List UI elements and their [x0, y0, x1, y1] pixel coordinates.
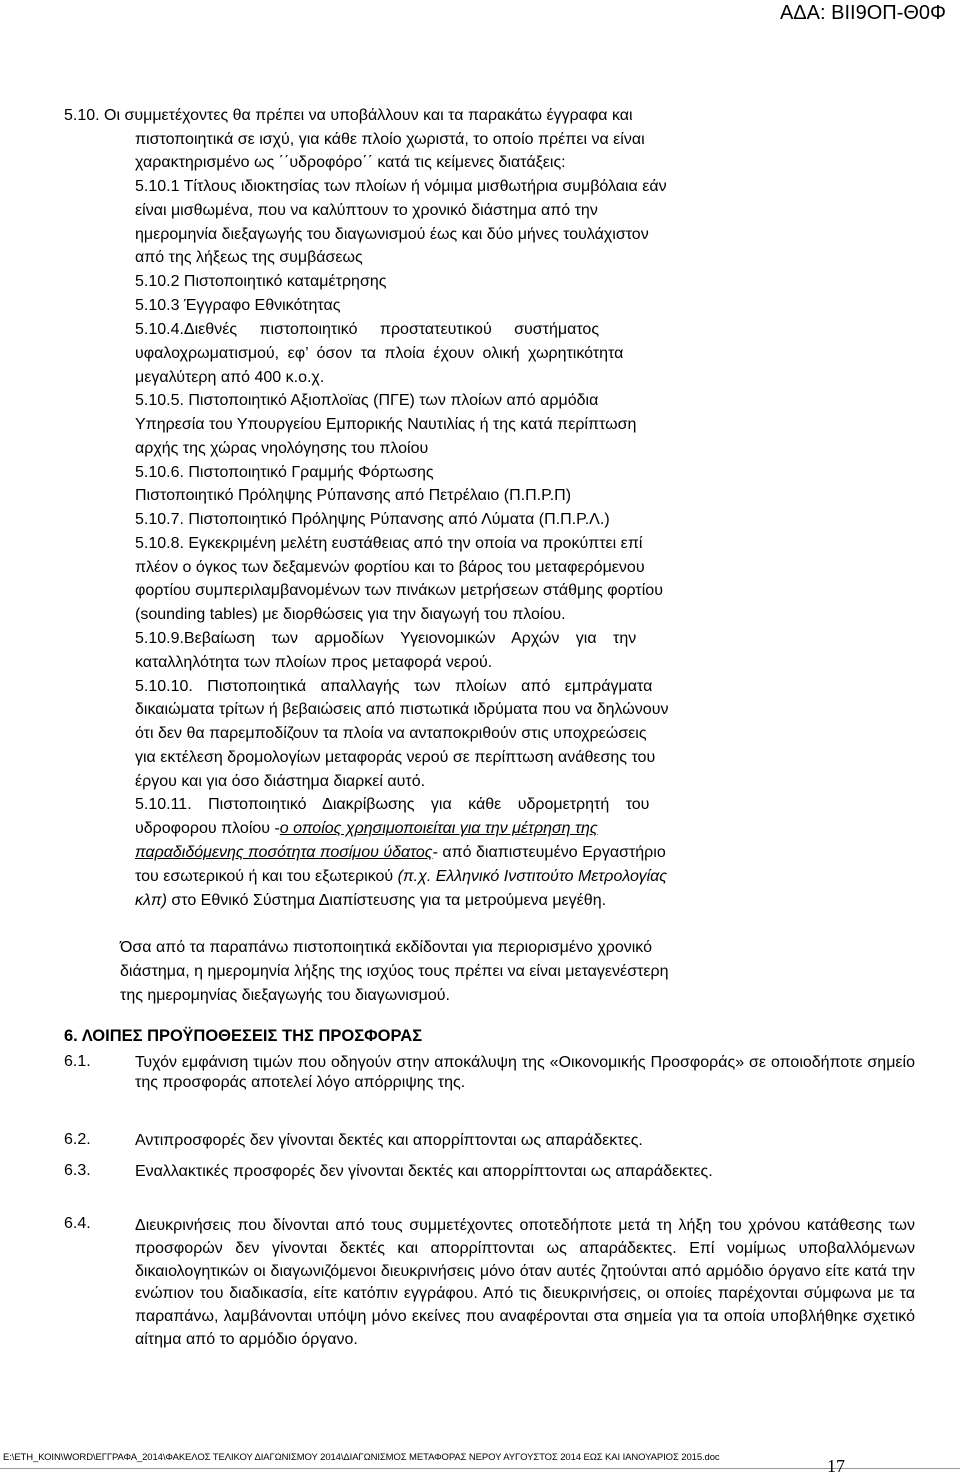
- item11-l2a: υδροφορου πλοίου -: [135, 820, 280, 837]
- item11-line-4: [135, 867, 667, 887]
- item-6-1-num: 6.1.: [64, 1053, 91, 1070]
- item2: 5.10.2 Πιστοποιητικό καταμέτρησης: [135, 273, 387, 290]
- item11-l3a: παραδιδόμενης ποσότητα ποσίμου ύδατος: [135, 844, 433, 861]
- item1-line-4: από της λήξεως της συμβάσεως: [135, 249, 363, 266]
- item8-line-4: (sounding tables) με διορθώσεις για την διαγωγή του πλοίου.: [135, 606, 566, 623]
- item9-line-1: 5.10.9.Βεβαίωση των αρμοδίων Υγειονομικών Αρχών για την: [135, 630, 637, 647]
- intro-line-2: πιστοποιητικά σε ισχύ, για κάθε πλοίο χωριστά, το οποίο πρέπει να είναι: [135, 131, 645, 148]
- closing-line-2: διάστημα, η ημερομηνία λήξης της ισχύος τους πρέπει να είναι μεταγενέστερη: [120, 963, 669, 980]
- item4-line-3: μεγαλύτερη από 400 κ.ο.χ.: [135, 369, 325, 386]
- section-6-heading: 6. ΛΟΙΠΕΣ ΠΡΟΫΠΟΘΕΣΕΙΣ ΤΗΣ ΠΡΟΣΦΟΡΑΣ: [64, 1027, 423, 1045]
- intro-text-1: 5.10. Οι συμμετέχοντες θα πρέπει να υποβάλλουν και τα παρακάτω έγγραφα και: [64, 107, 633, 124]
- closing-line-3: της ημερομηνίας διεξαγωγής του διαγωνισμού.: [120, 987, 450, 1004]
- footer-file-path: E:\ΕΤΗ_ΚΟΙΝ\WORD\ΕΓΓΡΑΦΑ_2014\ΦΑΚΕΛΟΣ ΤΕΛΙΚΟΥ ΔΙΑΓΩΝΙΣΜΟΥ 2014\ΔΙΑΓΩΝΙΣΜΟΣ ΜΕΤΑΦΟΡΑΣ ΝΕΡΟΥ ΑΥΓΟΥΣΤΟΣ 2014 ΕΩΣ ΚΑΙ ΙΑΝΟΥΑΡΙΟΣ 2015.doc: [3, 1452, 720, 1463]
- item11-line-5: [135, 891, 606, 911]
- intro-line-3: χαρακτηρισμένο ως ΄΄υδροφόρο΄΄ κατά τις κείμενες διατάξεις:: [135, 154, 566, 171]
- item-6-4-num: 6.4.: [64, 1215, 91, 1232]
- item4-line-1: 5.10.4.Διεθνές πιστοποιητικό προστατευτικού συστήματος: [135, 321, 600, 338]
- item10-line-3: ότι δεν θα παρεμποδίζουν τα πλοία να ανταποκριθούν στις υποχρεώσεις: [135, 725, 647, 742]
- item8-line-2: πλέον ο όγκος των δεξαμενών φορτίου και το βάρος του μεταφερόμενου: [135, 559, 645, 576]
- item6-line-1: 5.10.6. Πιστοποιητικό Γραμμής Φόρτωσης: [135, 464, 434, 481]
- item-6-3-num: 6.3.: [64, 1162, 91, 1179]
- item1-line-2: είναι μισθωμένα, που να καλύπτουν το χρονικό διάστημα από την: [135, 202, 598, 219]
- item-6-4-text: Διευκρινήσεις που δίνονται από τους συμμετέχοντες οποτεδήποτε μετά τη λήξη του χρόνου κατάθεσης των προσφορών δεν γίνονται δεκτές και απορρίπτονται ως απαράδεκτες. Επί νομίμως υποβαλλόμενων δικαιολογητικών οι διαγωνιζόμενοι διευκρινήσεις μόνο όταν αυτές ζητούνται από αρμόδιο όργανο είτε κατά την ενώπιον του διαδικασία, είτε κατόπιν εγγράφου. Από τις διευκρινήσεις, οι οποίες παρέχονται σύμφωνα με τα παραπάνω, λαμβάνονται υπόψη μόνο εκείνες που αναφέρονται στα σημεία για τα οποία υποβλήθηκε σχετικό αίτημα από το αρμόδιο όργανο.: [135, 1217, 915, 1348]
- item8-line-1: 5.10.8. Εγκεκριμένη μελέτη ευστάθειας από την οποία να προκύπτει επί: [135, 535, 643, 552]
- item11-line-3: [135, 843, 666, 863]
- item10-line-1: 5.10.10. Πιστοποιητικά απαλλαγής των πλοίων από εμπράγματα: [135, 678, 653, 695]
- item4-line-2: υφαλοχρωματισμού, εφ’ όσον τα πλοία έχουν ολική χωρητικότητα: [135, 345, 624, 362]
- item7: 5.10.7. Πιστοποιητικό Πρόληψης Ρύπανσης από Λύματα (Π.Π.Ρ.Λ.): [135, 511, 610, 528]
- item5-line-1: 5.10.5. Πιστοποιητικό Αξιοπλοϊας (ΠΓΕ) των πλοίων από αρμόδια: [135, 392, 599, 409]
- item11-line-2: [135, 819, 598, 839]
- item11-l4b: (π.χ. Ελληνικό Ινστιτούτο Μετρολογίας: [397, 868, 668, 885]
- item-6-2-text: Αντιπροσφορές δεν γίνονται δεκτές και απορρίπτονται ως απαράδεκτες.: [135, 1132, 643, 1149]
- item-6-2-num: 6.2.: [64, 1131, 91, 1148]
- intro-line-1: [64, 106, 915, 126]
- item5-line-2: Υπηρεσία του Υπουργείου Εμπορικής Ναυτιλίας ή της κατά περίπτωση: [135, 416, 637, 433]
- item11-line-1: 5.10.11. Πιστοποιητικό Διακρίβωσης για κάθε υδρομετρητή του: [135, 796, 650, 813]
- closing-line-1: Όσα από τα παραπάνω πιστοποιητικά εκδίδονται για περιορισμένο χρονικό: [120, 939, 652, 956]
- item11-l5b: στο Εθνικό Σύστημα Διαπίστευσης για τα μετρούμενα μεγέθη.: [166, 892, 607, 909]
- item-6-1-text: Τυχόν εμφάνιση τιμών που οδηγούν στην αποκάλυψη της «Οικονομικής Προσφοράς» σε οποιοδήποτε σημείο της προσφοράς αποτελεί λόγο απόρριψης της.: [135, 1054, 915, 1091]
- item6-line-2: Πιστοποιητικό Πρόληψης Ρύπανσης από Πετρέλαιο (Π.Π.Ρ.Π): [135, 487, 572, 504]
- item10-line-2: δικαιώματα τρίτων ή βεβαιώσεις από πιστωτικά ιδρύματα που να δηλώνουν: [135, 701, 669, 718]
- item-6-3-text: Εναλλακτικές προσφορές δεν γίνονται δεκτές και απορρίπτονται ως απαράδεκτες.: [135, 1163, 713, 1180]
- item10-line-4: για εκτέλεση δρομολογίων μεταφοράς νερού σε περίπτωση ανάθεσης του: [135, 749, 656, 766]
- item9-line-2: καταλληλότητα των πλοίων προς μεταφορά νερού.: [135, 654, 493, 671]
- item11-l3b: - από διαπιστευμένο Εργαστήριο: [432, 844, 666, 861]
- footer-rule: [0, 1468, 960, 1469]
- item5-line-3: αρχής της χώρας νηολόγησης του πλοίου: [135, 440, 429, 457]
- item11-l4a: του εσωτερικού ή και του εξωτερικού: [135, 868, 398, 885]
- item1-line-3: ημερομηνία διεξαγωγής του διαγωνισμού έως και δύο μήνες τουλάχιστον: [135, 226, 649, 243]
- item8-line-3: φορτίου συμπεριλαμβανομένων των πινάκων μετρήσεων στάθμης φορτίου: [135, 582, 663, 599]
- item10-line-5: έργου και για όσο διάστημα διαρκεί αυτό.: [135, 773, 426, 790]
- item11-l5a: κλπ): [135, 892, 167, 909]
- page-number: 17: [827, 1456, 845, 1476]
- item11-l2b: ο οποίος χρησιμοποιείται για την μέτρηση της: [279, 820, 598, 837]
- item1-line-1: 5.10.1 Τίτλους ιδιοκτησίας των πλοίων ή νόμιμα μισθωτήρια συμβόλαια εάν: [135, 178, 667, 195]
- item3: 5.10.3 Έγγραφο Εθνικότητας: [135, 297, 341, 314]
- ada-code: ΑΔΑ: ΒΙΙ9ΟΠ-Θ0Φ: [779, 2, 946, 24]
